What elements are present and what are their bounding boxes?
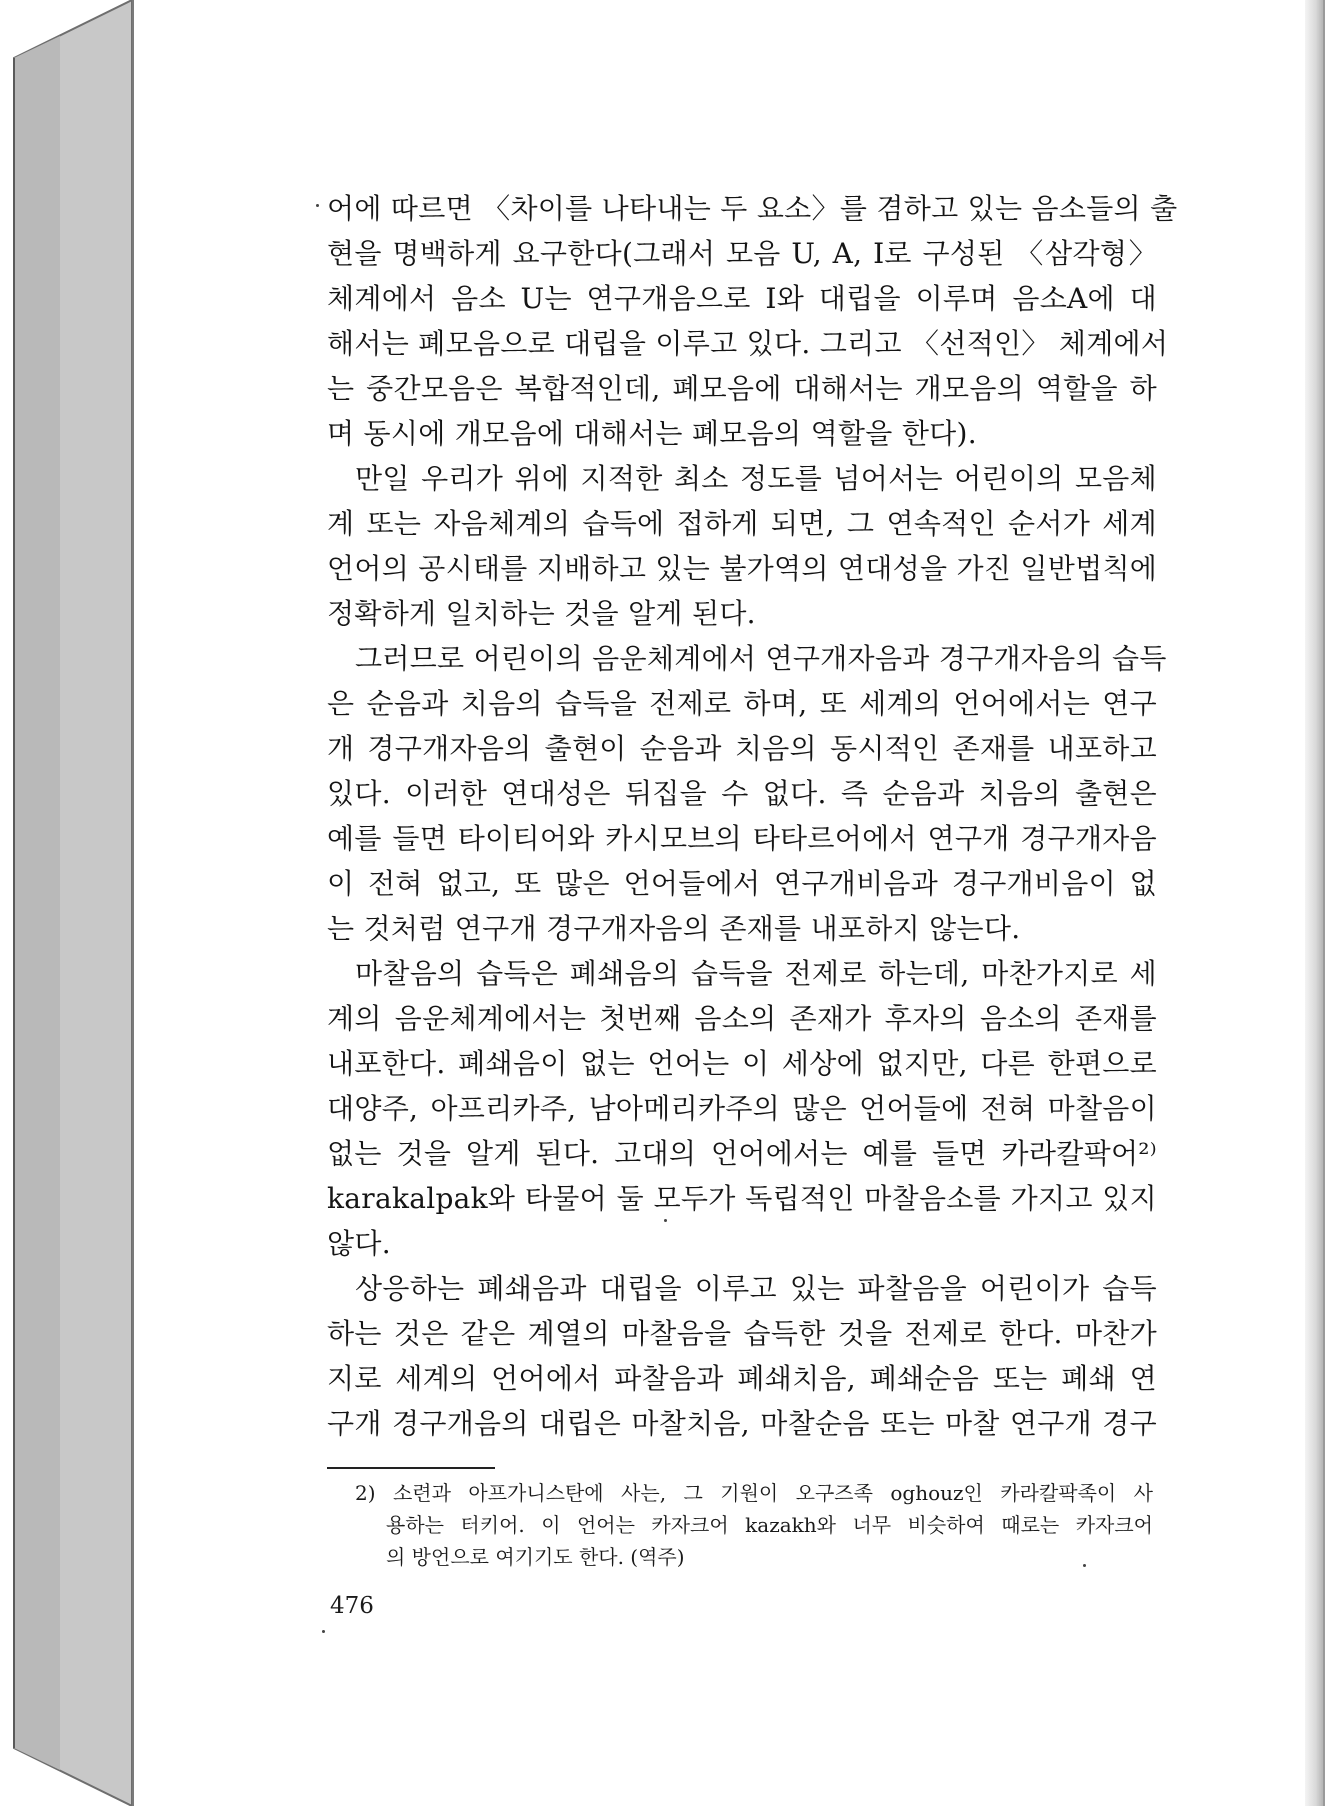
- page-edge-shadow: [1305, 0, 1323, 1806]
- body-line: karakalpak와 타물어 둘 모두가 독립적인 마찰음소를 가지고 있지: [327, 1182, 1157, 1215]
- body-line: 하는 것은 같은 계열의 마찰음을 습득한 것을 전제로 한다. 마찬가: [327, 1317, 1157, 1350]
- footnote-line: 용하는 터키어. 이 언어는 카자크어 kazakh와 너무 비슷하여 때로는 카자크어: [386, 1513, 1153, 1537]
- body-line: 상응하는 폐쇄음과 대립을 이루고 있는 파찰음을 어린이가 습득: [355, 1272, 1157, 1305]
- body-line: 며 동시에 개모음에 대해서는 폐모음의 역할을 한다).: [327, 417, 977, 450]
- page-number: 476: [330, 1593, 374, 1619]
- footnote-line: 2) 소련과 아프가니스탄에 사는, 그 기원이 오구즈족 oghouz인 카라칼팍족이 사: [355, 1481, 1153, 1505]
- body-line: 만일 우리가 위에 지적한 최소 정도를 넘어서는 어린이의 모음체: [355, 462, 1157, 495]
- scan-speck: [316, 204, 319, 207]
- body-line: 있다. 이러한 연대성은 뒤집을 수 없다. 즉 순음과 치음의 출현은: [327, 777, 1157, 810]
- body-line: 내포한다. 폐쇄음이 없는 언어는 이 세상에 없지만, 다른 한편으로: [327, 1047, 1157, 1080]
- scan-speck: [664, 1219, 667, 1222]
- body-line: 않다.: [327, 1227, 391, 1260]
- body-line: 계 또는 자음체계의 습득에 접하게 되면, 그 연속적인 순서가 세계: [327, 507, 1157, 540]
- body-line: 예를 들면 타이티어와 카시모브의 타타르어에서 연구개 경구개자음: [327, 822, 1157, 855]
- body-line: 대양주, 아프리카주, 남아메리카주의 많은 언어들에 전혀 마찰음이: [327, 1092, 1157, 1125]
- body-line: 지로 세계의 언어에서 파찰음과 폐쇄치음, 폐쇄순음 또는 폐쇄 연: [327, 1362, 1157, 1395]
- body-line: 어에 따르면 〈차이를 나타내는 두 요소〉를 겸하고 있는 음소들의 출: [327, 192, 1178, 225]
- body-line: 마찰음의 습득은 폐쇄음의 습득을 전제로 하는데, 마찬가지로 세: [355, 957, 1157, 990]
- body-line: 없는 것을 알게 된다. 고대의 언어에서는 예를 들면 카라칼팍어²⁾: [327, 1137, 1157, 1170]
- body-line: 현을 명백하게 요구한다(그래서 모음 U, A, I로 구성된 〈삼각형〉: [327, 237, 1157, 270]
- body-line: 이 전혀 없고, 또 많은 언어들에서 연구개비음과 경구개비음이 없: [327, 867, 1157, 900]
- body-line: 정확하게 일치하는 것을 알게 된다.: [327, 597, 756, 630]
- body-line: 그러므로 어린이의 음운체계에서 연구개자음과 경구개자음의 습득: [355, 642, 1167, 675]
- footnote: [355, 1477, 1153, 1573]
- body-line: 체계에서 음소 U는 연구개음으로 I와 대립을 이루며 음소A에 대: [327, 282, 1157, 315]
- scan-speck: [1083, 1564, 1086, 1567]
- footnote-line: 의 방언으로 여기기도 한다. (역주): [386, 1545, 685, 1569]
- body-line: 은 순음과 치음의 습득을 전제로 하며, 또 세계의 언어에서는 연구: [327, 687, 1157, 720]
- footnote-separator: [327, 1467, 495, 1469]
- body-line: 개 경구개자음의 출현이 순음과 치음의 동시적인 존재를 내포하고: [327, 732, 1157, 765]
- body-line: 언어의 공시태를 지배하고 있는 불가역의 연대성을 가진 일반법칙에: [327, 552, 1158, 585]
- body-text: [327, 186, 1178, 1446]
- body-line: 구개 경구개음의 대립은 마찰치음, 마찰순음 또는 마찰 연구개 경구: [327, 1407, 1157, 1440]
- body-line: 해서는 폐모음으로 대립을 이루고 있다. 그리고 〈선적인〉 체계에서: [327, 327, 1169, 360]
- body-line: 는 중간모음은 복합적인데, 폐모음에 대해서는 개모음의 역할을 하: [327, 372, 1157, 405]
- scan-speck: [322, 1630, 325, 1633]
- body-line: 는 것처럼 연구개 경구개자음의 존재를 내포하지 않는다.: [327, 912, 1021, 945]
- body-line: 계의 음운체계에서는 첫번째 음소의 존재가 후자의 음소의 존재를: [327, 1002, 1157, 1035]
